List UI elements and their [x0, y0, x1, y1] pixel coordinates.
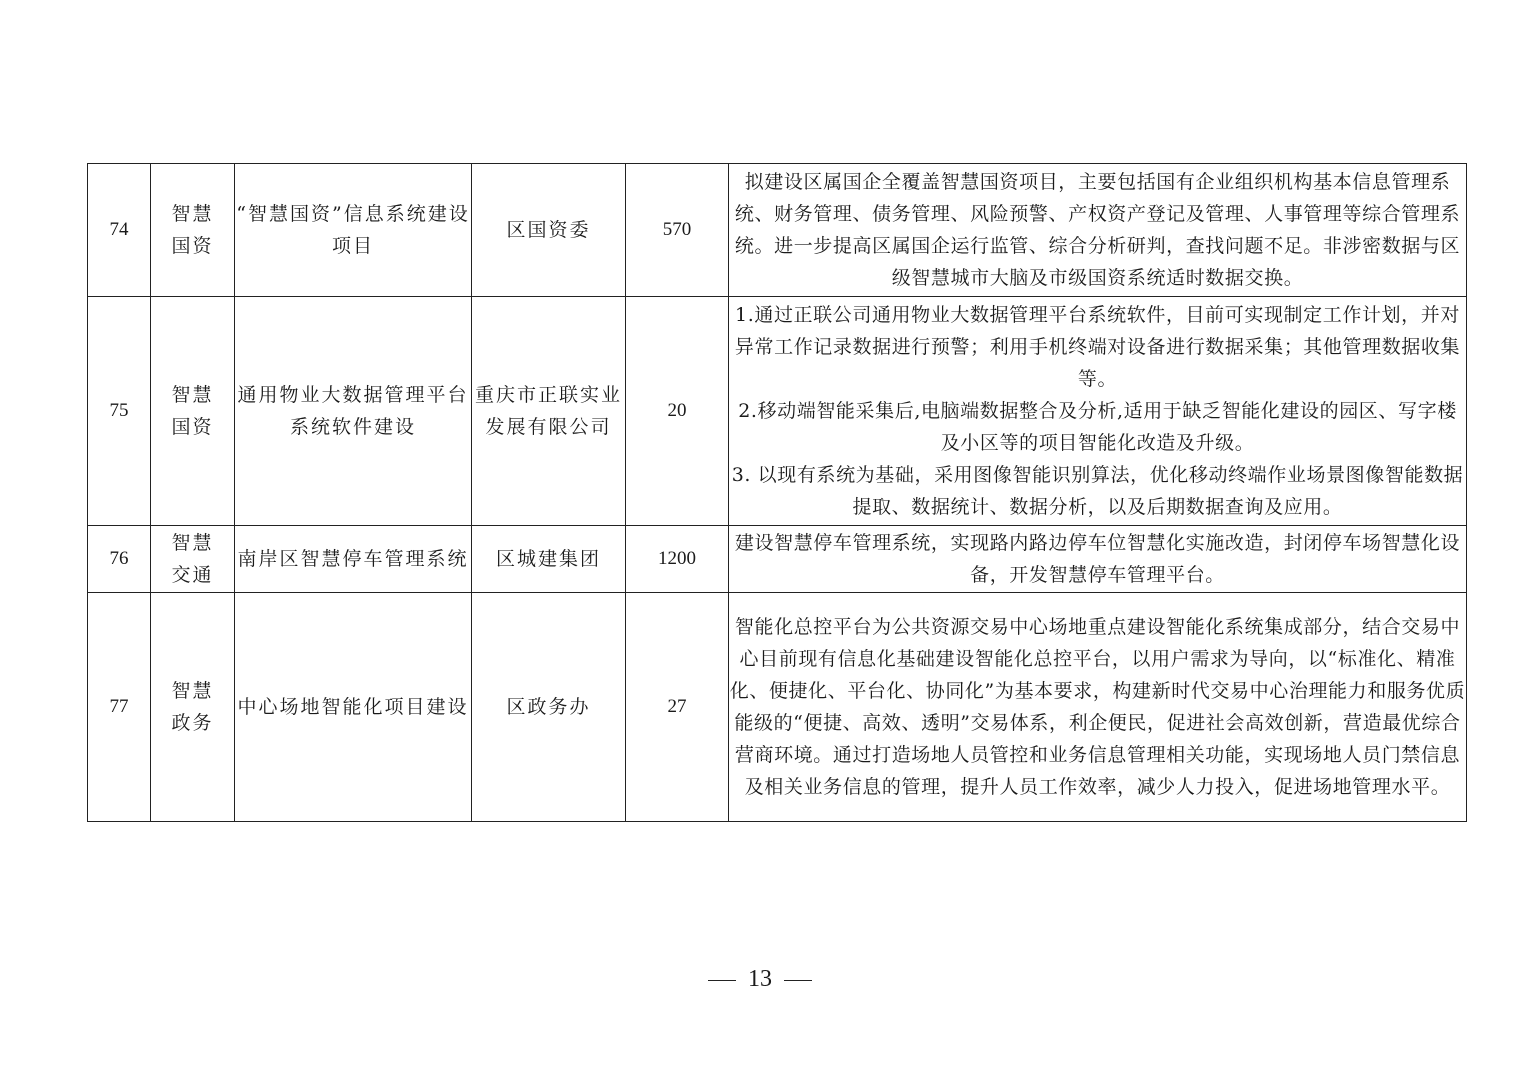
row-number: 75: [88, 297, 151, 526]
category-line: 智慧: [171, 203, 214, 225]
category-line: 交通: [171, 564, 214, 586]
investment-amount: 27: [626, 593, 729, 822]
category-cell: [151, 593, 235, 822]
category-cell: [151, 297, 235, 526]
category-line: 智慧: [171, 384, 214, 406]
investment-amount: 1200: [626, 526, 729, 593]
description-paragraph: 拟建设区属国企全覆盖智慧国资项目，主要包括国有企业组织机构基本信息管理系统、财务管理、债务管理、风险预警、产权资产登记及管理、人事管理等综合管理系统。进一步提高区属国企运行监管、综合分析研判，查找问题不足。非涉密数据与区级智慧城市大脑及市级国资系统适时数据交换。: [734, 171, 1461, 289]
description-paragraph: 建设智慧停车管理系统，实现路内路边停车位智慧化实施改造，封闭停车场智慧化设备，开发智慧停车管理平台。: [734, 532, 1461, 586]
project-name: “智慧国资”信息系统建设项目: [235, 164, 472, 297]
project-description: [729, 526, 1467, 593]
category-line: 国资: [171, 235, 214, 257]
table-row: [88, 593, 1467, 822]
description-paragraph: 3. 以现有系统为基础，采用图像智能识别算法，优化移动终端作业场景图像智能数据提取、数据统计、数据分析，以及后期数据查询及应用。: [731, 464, 1464, 518]
page-number-right-dash: [784, 980, 812, 981]
description-paragraph: 1.通过正联公司通用物业大数据管理平台系统软件，目前可实现制定工作计划，并对异常工作记录数据进行预警；利用手机终端对设备进行数据采集；其他管理数据收集等。: [734, 304, 1461, 390]
description-paragraph: 智能化总控平台为公共资源交易中心场地重点建设智能化系统集成部分，结合交易中心目前现有信息化基础建设智能化总控平台，以用户需求为导向，以“标准化、精准化、便捷化、平台化、协同化”为基本要求，构建新时代交易中心治理能力和服务优质能级的“便捷、高效、透明”交易体系，利企便民，促进社会高效创新，营造最优综合营商环境。通过打造场地人员管控和业务信息管理相关功能，实现场地人员门禁信息及相关业务信息的管理，提升人员工作效率，减少人力投入，促进场地管理水平。: [729, 616, 1466, 798]
category-cell: [151, 164, 235, 297]
investment-amount: 20: [626, 297, 729, 526]
table-row: [88, 164, 1467, 297]
table-row: [88, 297, 1467, 526]
description-paragraph: 2.移动端智能采集后,电脑端数据整合及分析,适用于缺乏智能化建设的园区、写字楼及小区等的项目智能化改造及升级。: [738, 400, 1457, 454]
row-number: 77: [88, 593, 151, 822]
project-description: [729, 593, 1467, 822]
row-number: 76: [88, 526, 151, 593]
category-cell: [151, 526, 235, 593]
category-line: 智慧: [171, 532, 214, 554]
page-number: [0, 966, 1520, 993]
project-name: 南岸区智慧停车管理系统: [235, 526, 472, 593]
investment-amount: 570: [626, 164, 729, 297]
responsible-unit: 重庆市正联实业发展有限公司: [472, 297, 626, 526]
project-name: 通用物业大数据管理平台系统软件建设: [235, 297, 472, 526]
project-description: [729, 297, 1467, 526]
category-line: 政务: [171, 712, 214, 734]
row-number: 74: [88, 164, 151, 297]
responsible-unit: 区城建集团: [472, 526, 626, 593]
page-number-value: 13: [748, 966, 772, 992]
project-table: [87, 163, 1467, 822]
responsible-unit: 区政务办: [472, 593, 626, 822]
page-number-left-dash: [708, 980, 736, 981]
responsible-unit: 区国资委: [472, 164, 626, 297]
table-row: [88, 526, 1467, 593]
category-line: 国资: [171, 416, 214, 438]
category-line: 智慧: [171, 680, 214, 702]
project-description: [729, 164, 1467, 297]
project-name: 中心场地智能化项目建设: [235, 593, 472, 822]
